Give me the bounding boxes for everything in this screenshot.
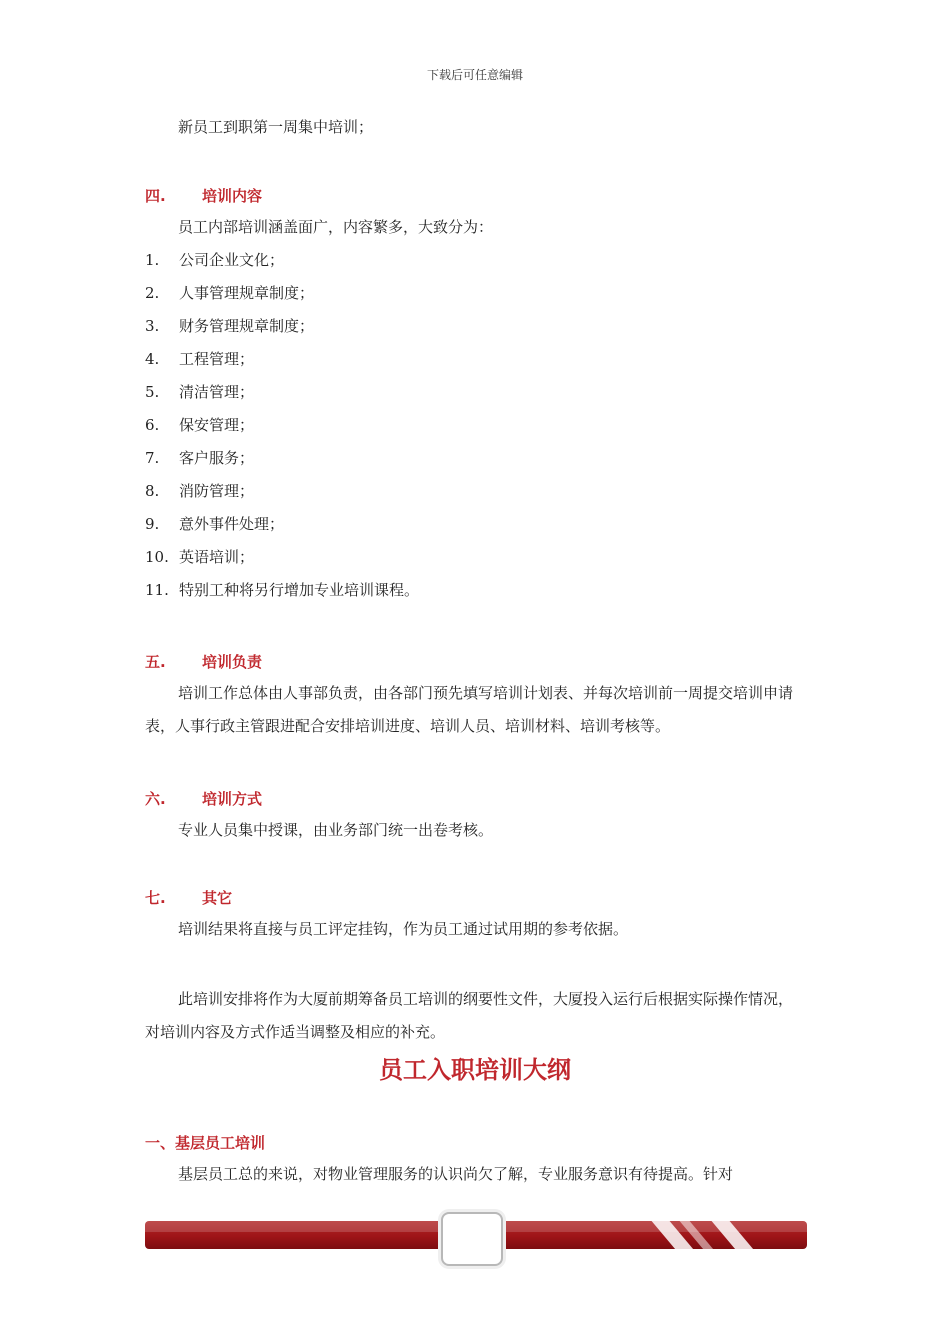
list-item	[145, 376, 807, 409]
list-item-text: 客户服务；	[179, 449, 255, 467]
section-4-number: 四.	[145, 187, 166, 205]
section-5-heading	[145, 651, 262, 672]
list-item-text: 清洁管理；	[179, 383, 255, 401]
list-item	[145, 310, 807, 343]
part-1-heading: 一、基层员工培训	[145, 1134, 266, 1152]
list-item-text: 意外事件处理；	[179, 515, 285, 533]
page-header: 下载后可任意编辑	[426, 68, 523, 82]
list-item-number: 7.	[145, 449, 160, 467]
list-item-number: 3.	[145, 317, 160, 335]
list-item	[145, 508, 807, 541]
list-item-number: 10.	[145, 548, 169, 566]
list-item-number: 1.	[145, 251, 160, 269]
page-number-badge	[441, 1212, 503, 1266]
section-6-heading	[145, 788, 262, 809]
list-item	[145, 343, 807, 376]
list-item-text: 人事管理规章制度；	[179, 284, 315, 302]
document-title: 员工入职培训大纲	[379, 1056, 571, 1084]
section-6-number: 六.	[145, 790, 166, 808]
list-item-text: 保安管理；	[179, 416, 255, 434]
section-6-body: 专业人员集中授课，由业务部门统一出卷考核。	[178, 821, 494, 839]
list-item-text: 公司企业文化；	[179, 251, 285, 269]
list-item	[145, 409, 807, 442]
section-4-lead: 员工内部培训涵盖面广，内容繁多，大致分为：	[178, 218, 494, 236]
section-7-body: 培训结果将直接与员工评定挂钩，作为员工通过试用期的参考依据。	[178, 920, 629, 938]
list-item-number: 5.	[145, 383, 160, 401]
closing-paragraph: 此培训安排将作为大厦前期筹备员工培训的纲要性文件，大厦投入运行后根据实际操作情况，对培训内容及方式作适当调整及相应的补充。	[145, 990, 794, 1041]
list-item-text: 消防管理；	[179, 482, 255, 500]
list-item	[145, 442, 807, 475]
list-item-text: 特别工种将另行增加专业培训课程。	[179, 581, 420, 599]
section-4-title: 培训内容	[202, 187, 263, 205]
list-item-number: 6.	[145, 416, 160, 434]
section-7-title: 其它	[202, 889, 233, 907]
list-item-text: 英语培训；	[179, 548, 255, 566]
intro-line: 新员工到职第一周集中培训；	[178, 118, 374, 136]
section-4-heading	[145, 185, 262, 206]
list-item	[145, 475, 807, 508]
list-item-number: 9.	[145, 515, 160, 533]
list-item-number: 4.	[145, 350, 160, 368]
list-item-number: 2.	[145, 284, 160, 302]
part-1-body: 基层员工总的来说，对物业管理服务的认识尚欠了解，专业服务意识有待提高。针对	[178, 1165, 734, 1183]
training-content-list	[145, 244, 807, 607]
section-5-number: 五.	[145, 653, 166, 671]
list-item-number: 8.	[145, 482, 160, 500]
list-item	[145, 574, 807, 607]
section-7-heading	[145, 887, 232, 908]
section-5-body: 培训工作总体由人事部负责，由各部门预先填写培训计划表、并每次培训前一周提交培训申请表，人事行政主管跟进配合安排培训进度、培训人员、培训材料、培训考核等。	[145, 684, 794, 735]
list-item-number: 11.	[145, 581, 169, 599]
section-5-title: 培训负责	[202, 653, 263, 671]
section-6-title: 培训方式	[202, 790, 263, 808]
list-item	[145, 244, 807, 277]
list-item	[145, 277, 807, 310]
list-item-text: 财务管理规章制度；	[179, 317, 315, 335]
list-item-text: 工程管理；	[179, 350, 255, 368]
list-item	[145, 541, 807, 574]
section-7-number: 七.	[145, 889, 166, 907]
